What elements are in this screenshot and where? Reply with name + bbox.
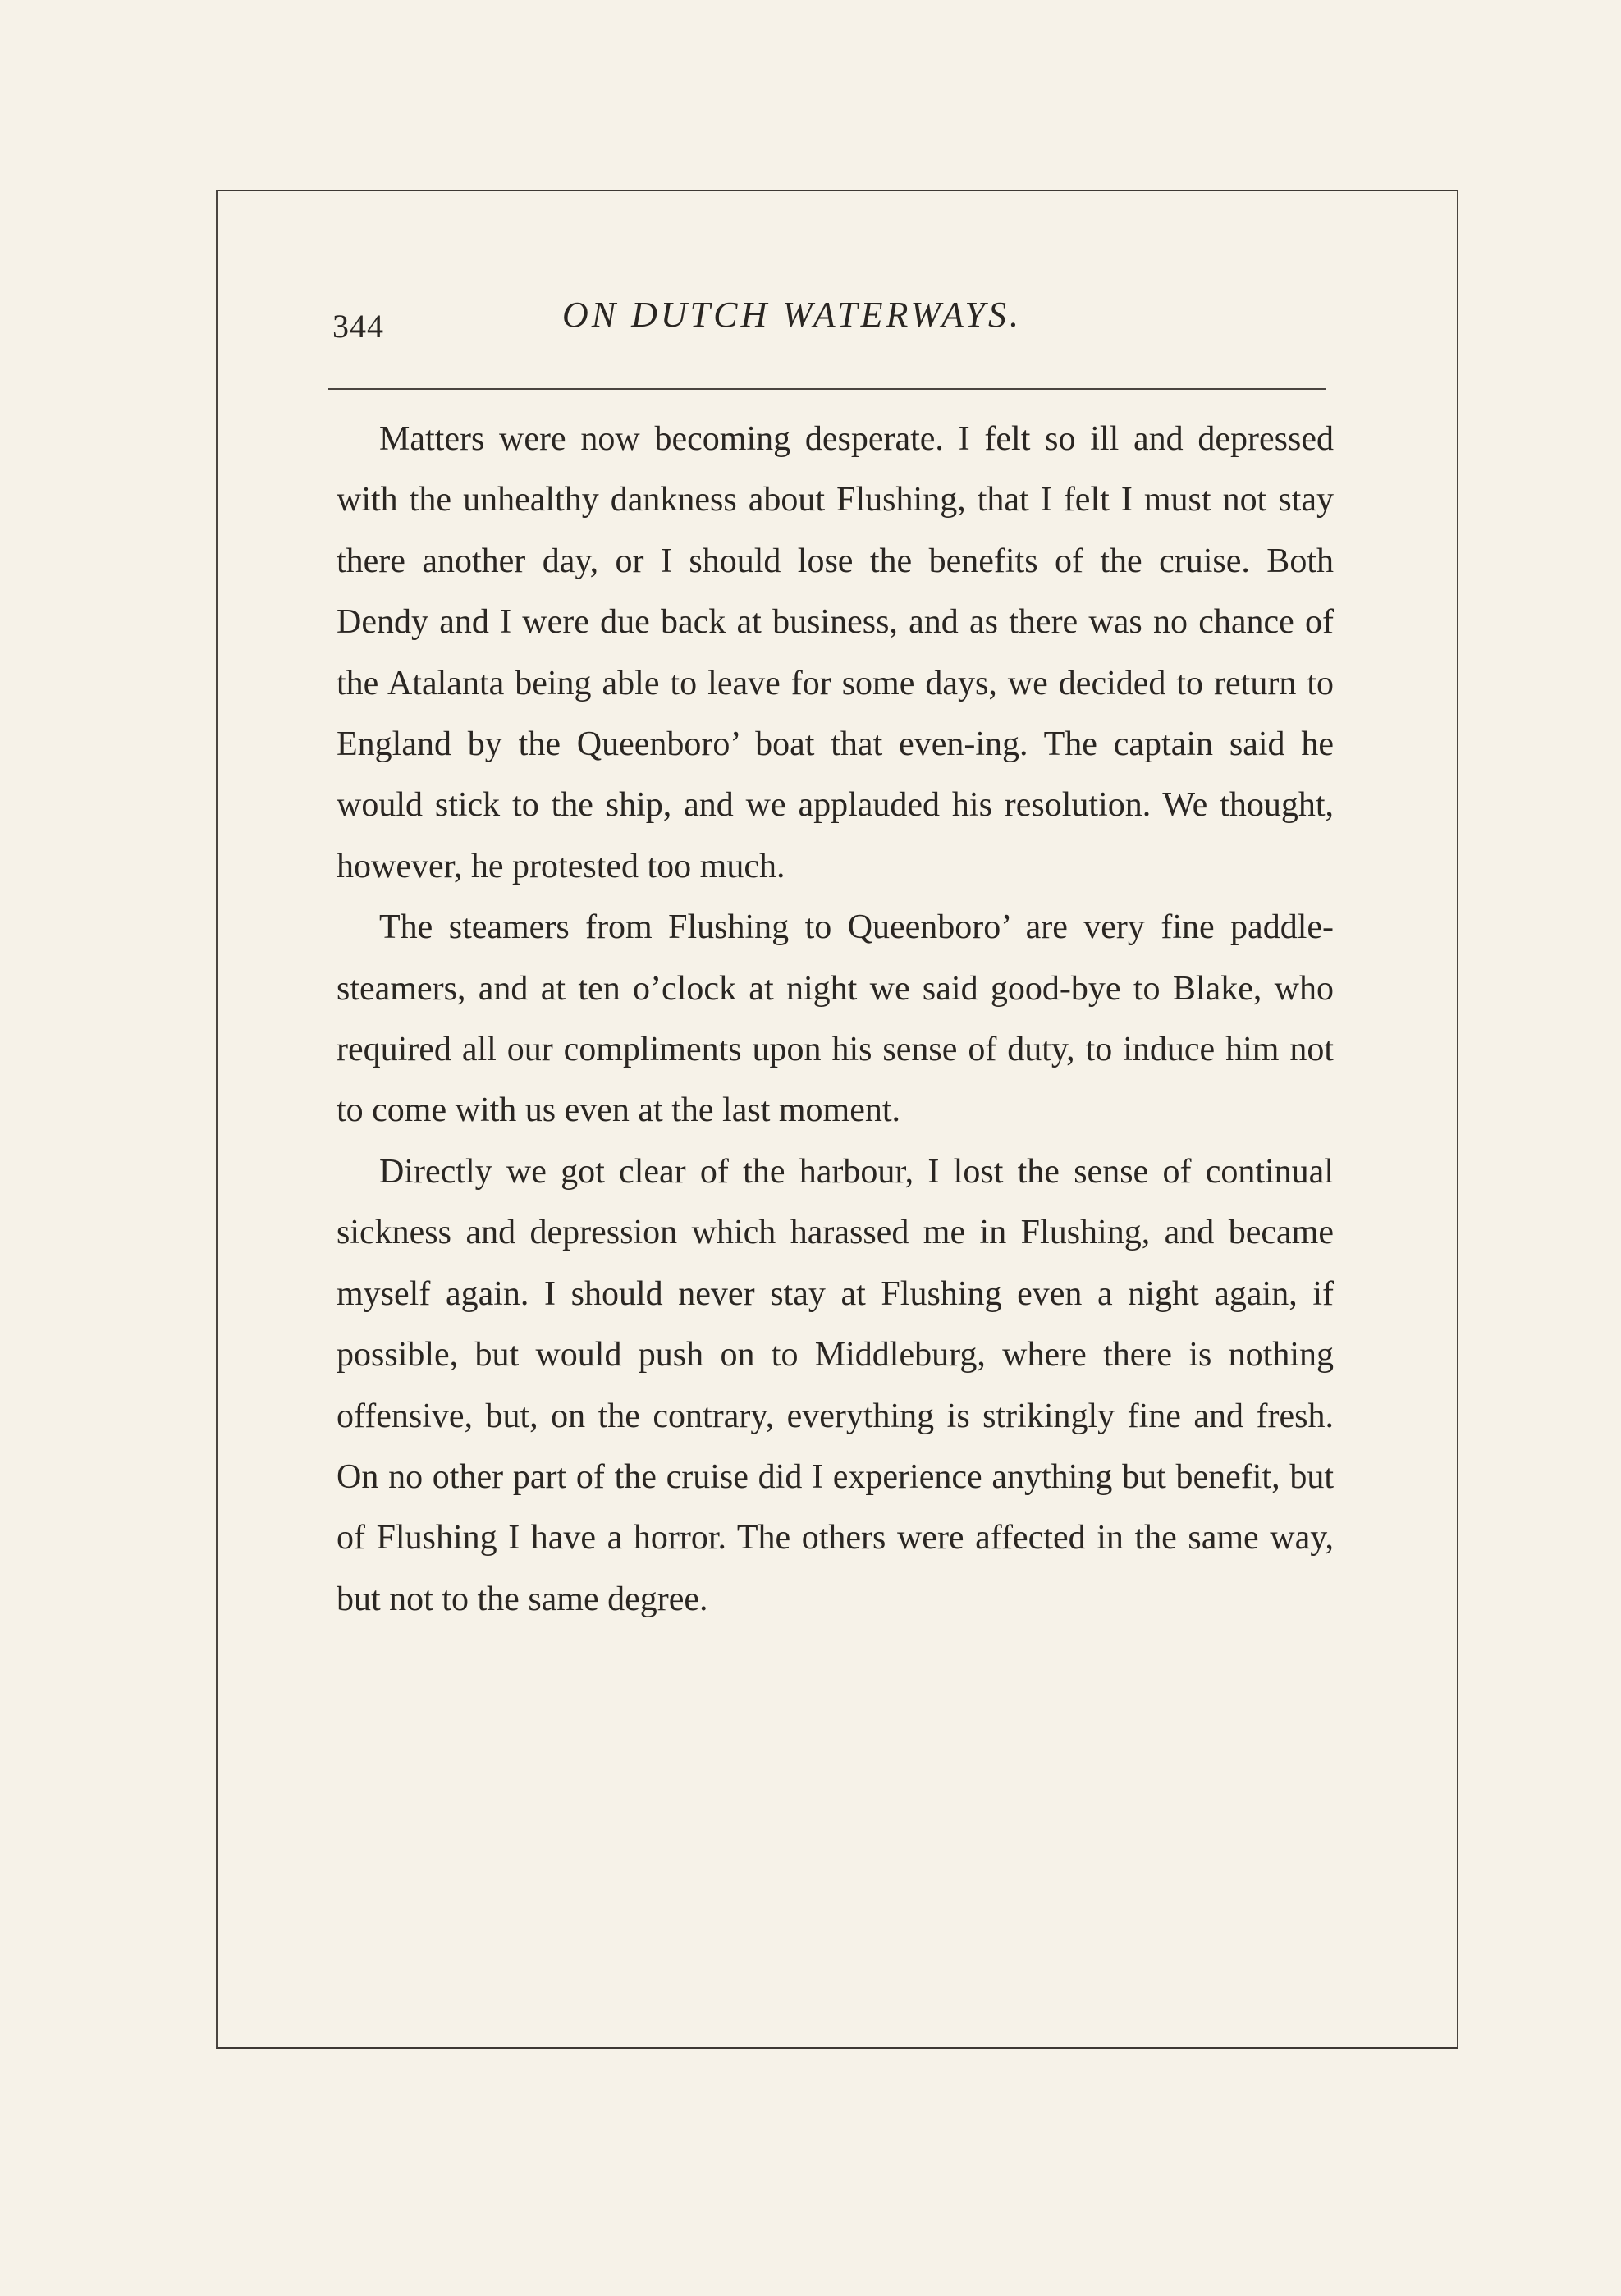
body-text (337, 409, 1334, 1630)
header-rule (328, 388, 1326, 390)
page-number: 344 (332, 308, 384, 345)
running-title: ON DUTCH WATERWAYS. (562, 295, 1023, 335)
paragraph-2: The steamers from Flushing to Queenboro’ are very fine paddle-steamers, and at ten o’clock at night we said good-bye to Blake, who required all our compliments upon his sense of duty, to induce him not to come with us even at the last moment. (337, 908, 1334, 1130)
paragraph-1: Matters were now becoming desperate. I felt so ill and depressed with the unhealthy dankness about Flushing, that I felt I must not stay there another day, or I should lose the benefits of the cruise. Both Dendy and I were due back at business, and as there was no chance of the Atalanta being able to leave for some days, we decided to return to England by the Queenboro’ boat that even-ing. The captain said he would stick to the ship, and we applauded his resolution. We thought, however, he protested too much. (337, 420, 1334, 885)
paragraph-3: Directly we got clear of the harbour, I lost the sense of continual sickness and depression which harassed me in Flushing, and became myself again. I should never stay at Flushing even a night again, if possible, but would push on to Middleburg, where there is nothing offensive, but, on the contrary, everything is strikingly fine and fresh. On no other part of the cruise did I experience anything but benefit, but of Flushing I have a horror. The others were affected in the same way, but not to the same degree. (337, 1152, 1334, 1618)
running-head (332, 294, 1334, 351)
